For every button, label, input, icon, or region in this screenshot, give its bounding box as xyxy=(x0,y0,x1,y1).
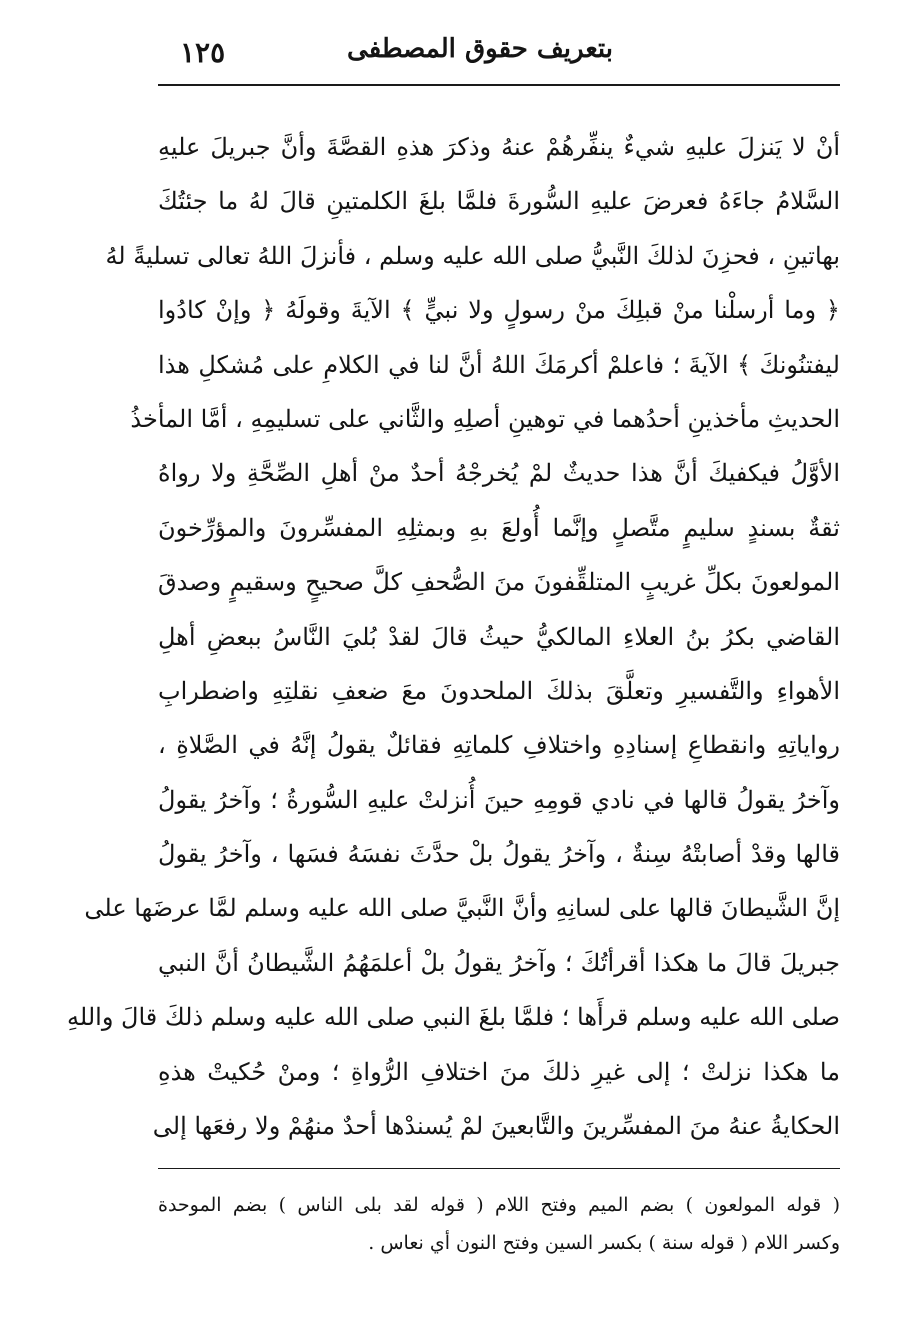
body-line-9: المولعونَ بكلِّ غريبٍ المتلقِّفونَ منَ الصُّحفِ كلَّ صحيحٍ وسقيمٍ وصدقَ xyxy=(158,568,840,597)
body-line-8: ثقةٌ بسندٍ سليمٍ متَّصلٍ وإنَّما أُولعَ بهِ وبمثلِهِ المفسِّرونَ والمؤرِّخونَ xyxy=(158,513,840,542)
body-line-10: القاضي بكرُ بنُ العلاءِ المالكيُّ حيثُ قالَ لقدْ بُليَ النَّاسُ ببعضِ أهلِ xyxy=(158,622,840,651)
body-line-11: الأهواءِ والتَّفسيرِ وتعلَّقَ بذلكَ الملحدونَ معَ ضعفِ نقلتِهِ واضطرابِ xyxy=(158,676,840,705)
body-line-5: ليفتنُونكَ ﴾ الآيةَ ؛ فاعلمْ أكرمَكَ اللهُ أنَّ لنا في الكلامِ على مُشكلِ هذا xyxy=(158,350,840,379)
page-number: ١٢٥ xyxy=(180,36,226,69)
body-line-4: ﴿ وما أرسلْنا منْ قبلِكَ منْ رسولٍ ولا نبيٍّ ﴾ الآيةَ وقولَهُ ﴿ وإنْ كادُوا xyxy=(158,296,840,325)
body-line-19: الحكايةُ عنهُ منَ المفسِّرينَ والتَّابعينَ لمْ يُسندْها أحدٌ منهُمْ ولا رفعَها إلى xyxy=(152,1112,840,1141)
running-title: بتعريف حقوق المصطفى xyxy=(347,34,613,64)
body-line-18: ما هكذا نزلتْ ؛ إلى غيرِ ذلكَ منَ اختلافِ الرُّواةِ ؛ ومنْ حُكيتْ هذهِ xyxy=(158,1057,840,1086)
body-line-3: بهاتينِ ، فحزِنَ لذلكَ النَّبيُّ صلى الله عليه وسلم ، فأنزلَ اللهُ تعالى تسليةً لهُ xyxy=(105,241,840,270)
body-line-6: الحديثِ مأخذينِ أحدُهما في توهينِ أصلِهِ والثَّاني على تسليمِهِ ، أمَّا المأخذُ xyxy=(130,404,840,433)
footnotes xyxy=(158,1186,840,1262)
body-text xyxy=(67,120,841,1153)
body-line-7: الأوَّلُ فيكفيكَ أنَّ هذا حديثٌ لمْ يُخرجْهُ أحدٌ منْ أهلِ الصِّحَّةِ ولا رواهُ xyxy=(158,459,840,488)
body-line-16: جبريلَ قالَ ما هكذا أقرأتُكَ ؛ وآخرُ يقولُ بلْ أعلمَهُمُ الشَّيطانُ أنَّ النبي xyxy=(158,948,840,977)
body-line-2: السَّلامُ جاءَهُ فعرضَ عليهِ السُّورةَ فلمَّا بلغَ الكلمتينِ قالَ لهُ ما جئتُكَ xyxy=(158,187,840,216)
body-line-12: رواياتِهِ وانقطاعِ إسنادِهِ واختلافِ كلماتِهِ فقائلٌ يقولُ إنَّهُ في الصَّلاةِ ، xyxy=(158,731,840,760)
body-line-1: أنْ لا يَنزلَ عليهِ شيءٌ ينفِّرهُمْ عنهُ وذكرَ هذهِ القصَّةَ وأنَّ جبريلَ عليهِ xyxy=(158,133,840,161)
header-rule xyxy=(158,84,840,86)
body-line-14: قالها وقدْ أصابتْهُ سِنةٌ ، وآخرُ يقولُ بلْ حدَّثَ نفسَهُ فسَها ، وآخرُ يقولُ xyxy=(158,840,841,869)
footnote-rule xyxy=(158,1168,840,1169)
body-line-17: صلى الله عليه وسلم قرأَها ؛ فلمَّا بلغَ النبي صلى الله عليه وسلم ذلكَ قالَ واللهِ xyxy=(67,1003,840,1032)
body-line-15: إنَّ الشَّيطانَ قالها على لسانِهِ وأنَّ النَّبيَّ صلى الله عليه وسلم لمَّا عرضَها على xyxy=(84,894,840,923)
footnote-line-1: ( قوله المولعون ) بضم الميم وفتح اللام ( قوله لقد بلى الناس ) بضم الموحدة xyxy=(158,1194,840,1216)
body-line-13: وآخرُ يقولُ قالها في نادي قومِهِ حينَ أُنزلتْ عليهِ السُّورةُ ؛ وآخرُ يقولُ xyxy=(158,785,840,814)
footnote-line-2: وكسر اللام ( قوله سنة ) بكسر السين وفتح النون أي نعاس . xyxy=(368,1232,840,1254)
